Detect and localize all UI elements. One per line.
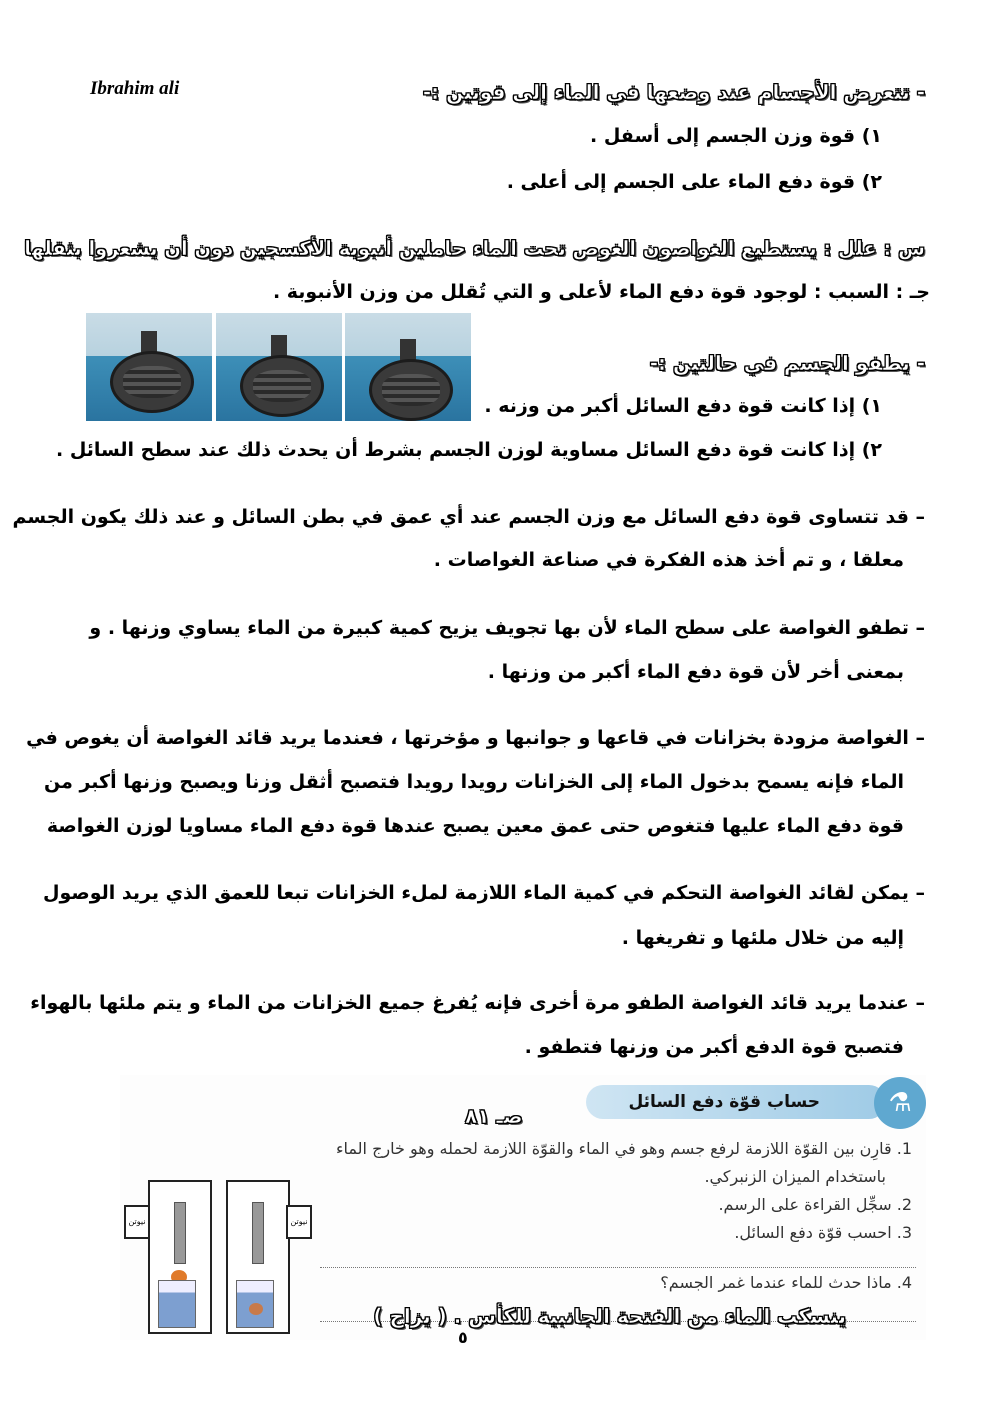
page-number: ٥ <box>458 1328 468 1347</box>
question-text: س : علل : يستطيع الغواصون الغوص تحت الماء حاملين أنبوبة الأكسجين دون أن يشعروا بثقلها <box>24 237 925 260</box>
paragraph-line: معلقا ، و تم أخذ هذه الفكرة في صناعة الغواصات . <box>433 549 904 571</box>
step-text: 1. قارِن بين القوّة اللازمة لرفع جسم وهو في الماء والقوّة اللازمة لحمله وهو خارج الماء <box>336 1139 912 1158</box>
section2-item: ٢) إذا كانت قوة دفع السائل مساوية لوزن الجسم بشرط أن يحدث ذلك عند سطح السائل . <box>55 439 882 461</box>
activity-banner: حساب قوّة دفع السائل <box>586 1085 886 1119</box>
unit-label: نيوتن <box>124 1205 150 1239</box>
paragraph-line: – عندما يريد قائد الغواصة الطفو مرة أخرى فإنه يُفرغ جميع الخزانات من الماء و يتم ملئها بالهواء <box>30 992 925 1014</box>
paragraph-line: – قد تتساوى قوة دفع السائل مع وزن الجسم عند أي عمق في بطن السائل و عند ذلك يكون الجسم <box>12 506 925 528</box>
paragraph-line: إليه من خلال ملئها و تفريغها . <box>621 927 904 949</box>
paragraph-line: فتصبح قوة الدفع أكبر من وزنها فتطفو . <box>524 1036 904 1058</box>
section1-heading: - تتعرض الأجسام عند وضعها في الماء إلى قوتين :- <box>422 80 925 104</box>
answer-line <box>320 1267 916 1268</box>
submarine-image-submerged <box>345 313 471 421</box>
section2-item: ١) إذا كانت قوة دفع السائل أكبر من وزنه . <box>484 395 882 417</box>
submarine-image-diving <box>216 313 342 421</box>
section1-item: ١) قوة وزن الجسم إلى أسفل . <box>589 125 882 147</box>
paragraph-line: – الغواصة مزودة بخزانات في قاعها و جوانبها و مؤخرتها ، فعندما يريد قائد الغواصة أن يغوص في <box>26 727 925 749</box>
paragraph-line: – يمكن لقائد الغواصة التحكم في كمية الماء اللازمة لملء الخزانات تبعا للعمق الذي يريد الوصول <box>43 882 925 904</box>
paragraph-line: الماء فإنه يسمح بدخول الماء إلى الخزانات رويدا رويدا فتصبح أثقل وزنا ويصبح وزنها أكبر من <box>43 771 904 793</box>
step-text: 4. ماذا حدث للماء عندما غمر الجسم؟ <box>660 1273 912 1292</box>
submarine-image-surface <box>86 313 212 421</box>
flask-icon: ⚗ <box>874 1077 926 1129</box>
page-reference: صـ ٨١ <box>465 1104 523 1128</box>
handwritten-answer: ينسكب الماء من الفتحة الجانبية للكأس . ( يزاح ) <box>373 1304 846 1328</box>
spring-scale-apparatus-in <box>226 1180 290 1334</box>
section1-item: ٢) قوة دفع الماء على الجسم إلى أعلى . <box>506 171 882 193</box>
author-name: Ibrahim ali <box>90 78 180 99</box>
paragraph-line: بمعنى أخر لأن قوة دفع الماء أكبر من وزنها . <box>487 661 904 683</box>
section2-heading: - يطفو الجسم في حالتين :- <box>649 351 925 375</box>
paragraph-line: – تطفو الغواصة على سطح الماء لأن بها تجويف يزيح كمية كبيرة من الماء يساوي وزنها . و <box>89 617 925 639</box>
step-text: 3. احسب قوّة دفع السائل. <box>734 1223 912 1242</box>
step-text: باستخدام الميزان الزنبركي. <box>704 1167 886 1186</box>
step-text: 2. سجِّل القراءة على الرسم. <box>718 1195 912 1214</box>
textbook-excerpt <box>120 1075 926 1340</box>
paragraph-line: قوة دفع الماء عليها فتغوص حتى عمق معين يصبح عندها قوة دفع الماء مساويا لوزن الغواصة <box>46 815 904 837</box>
spring-scale-apparatus-out <box>148 1180 212 1334</box>
answer-text: جـ : السبب : لوجود قوة دفع الماء لأعلى و التي تُقلل من وزن الأنبوبة . <box>272 281 930 303</box>
unit-label: نيوتن <box>286 1205 312 1239</box>
